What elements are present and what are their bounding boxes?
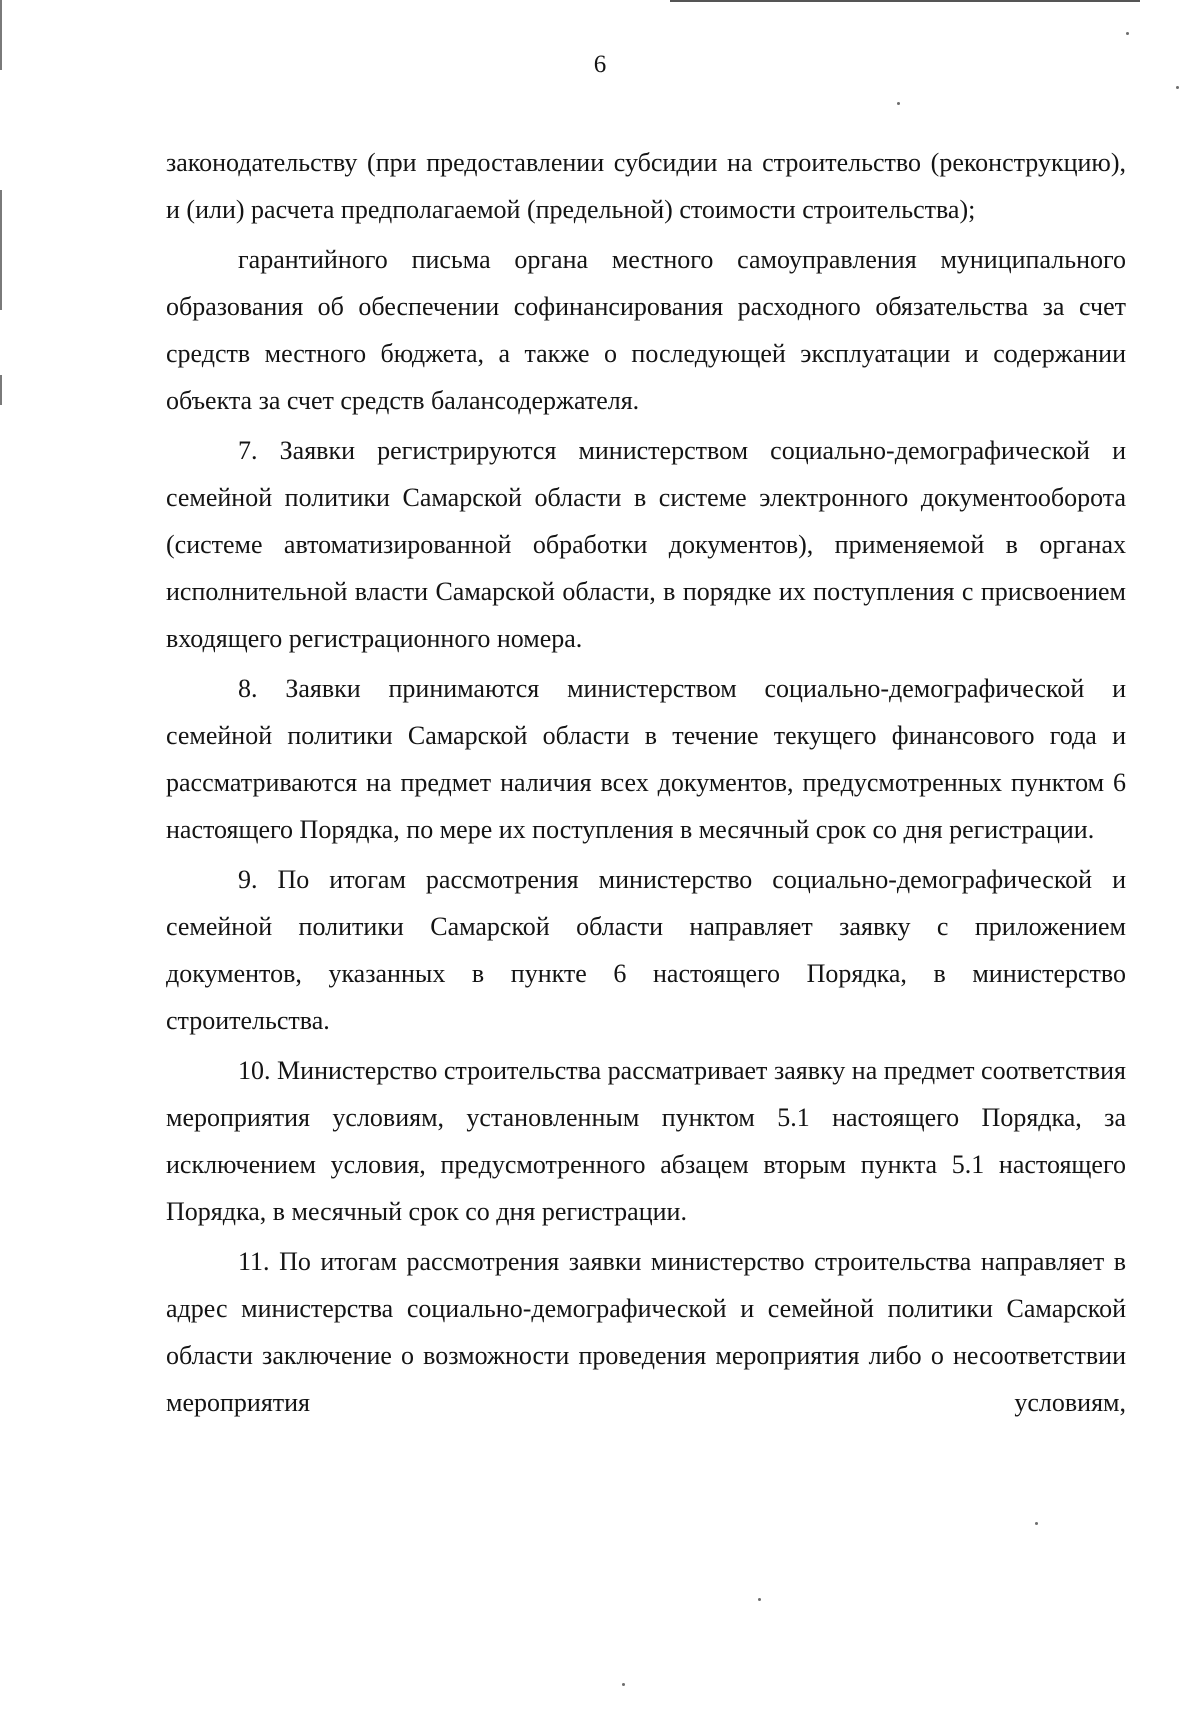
scan-speck [1126,32,1129,35]
scan-speck [1176,86,1179,89]
scan-edge-left-line [0,375,2,405]
paragraph-1: законодательству (при предоставлении субсидии на строительство (реконструкцию), и (или) расчета предполагаемой (предельной) стоимости строительства); [166,148,1126,224]
scan-speck [1035,1522,1038,1525]
paragraph-item-7: 7. Заявки регистрируются министерством социально-демографической и семейной политики Самарской области в системе электронного документооборота (системе автоматизированной обработки документов), применяемой в органах исполнительной власти Самарской области, в порядке их поступления с присвоением входящего регистрационного номера. [166,436,1126,653]
scan-edge-top-line [670,0,1140,2]
paragraph-item-10: 10. Министерство строительства рассматривает заявку на предмет соответствия мероприятия условиям, установленным пунктом 5.1 настоящего Порядка, за исключением условия, предусмотренного абзацем вторым пункта 5.1 настоящего Порядка, в месячный срок со дня регистрации. [166,1056,1126,1226]
paragraph-item-8: 8. Заявки принимаются министерством социально-демографической и семейной политики Самарской области в течение текущего финансового года и рассматриваются на предмет наличия всех документов, предусмотренных пунктом 6 настоящего Порядка, по мере их поступления в месячный срок со дня регистрации. [166,674,1126,844]
scan-speck [758,1598,761,1601]
scan-speck [897,102,900,105]
page-number: 6 [593,51,607,78]
scan-speck [622,1683,625,1686]
paragraph-item-9: 9. По итогам рассмотрения министерство социально-демографической и семейной политики Самарской области направляет заявку с приложением документов, указанных в пункте 6 настоящего Порядка, в министерство строительства. [166,865,1126,1035]
scan-edge-left-line [0,190,2,310]
paragraph-item-11: 11. По итогам рассмотрения заявки министерство строительства направляет в адрес министерства социально-демографической и семейной политики Самарской области заключение о возможности проведения мероприятия либо о несоответствии мероприятия условиям, [166,1247,1126,1417]
paragraph-2: гарантийного письма органа местного самоуправления муниципального образования об обеспечении софинансирования расходного обязательства за счет средств местного бюджета, а также о последующей эксплуатации и содержании объекта за счет средств балансодержателя. [166,245,1126,415]
document-body [166,139,1126,1429]
